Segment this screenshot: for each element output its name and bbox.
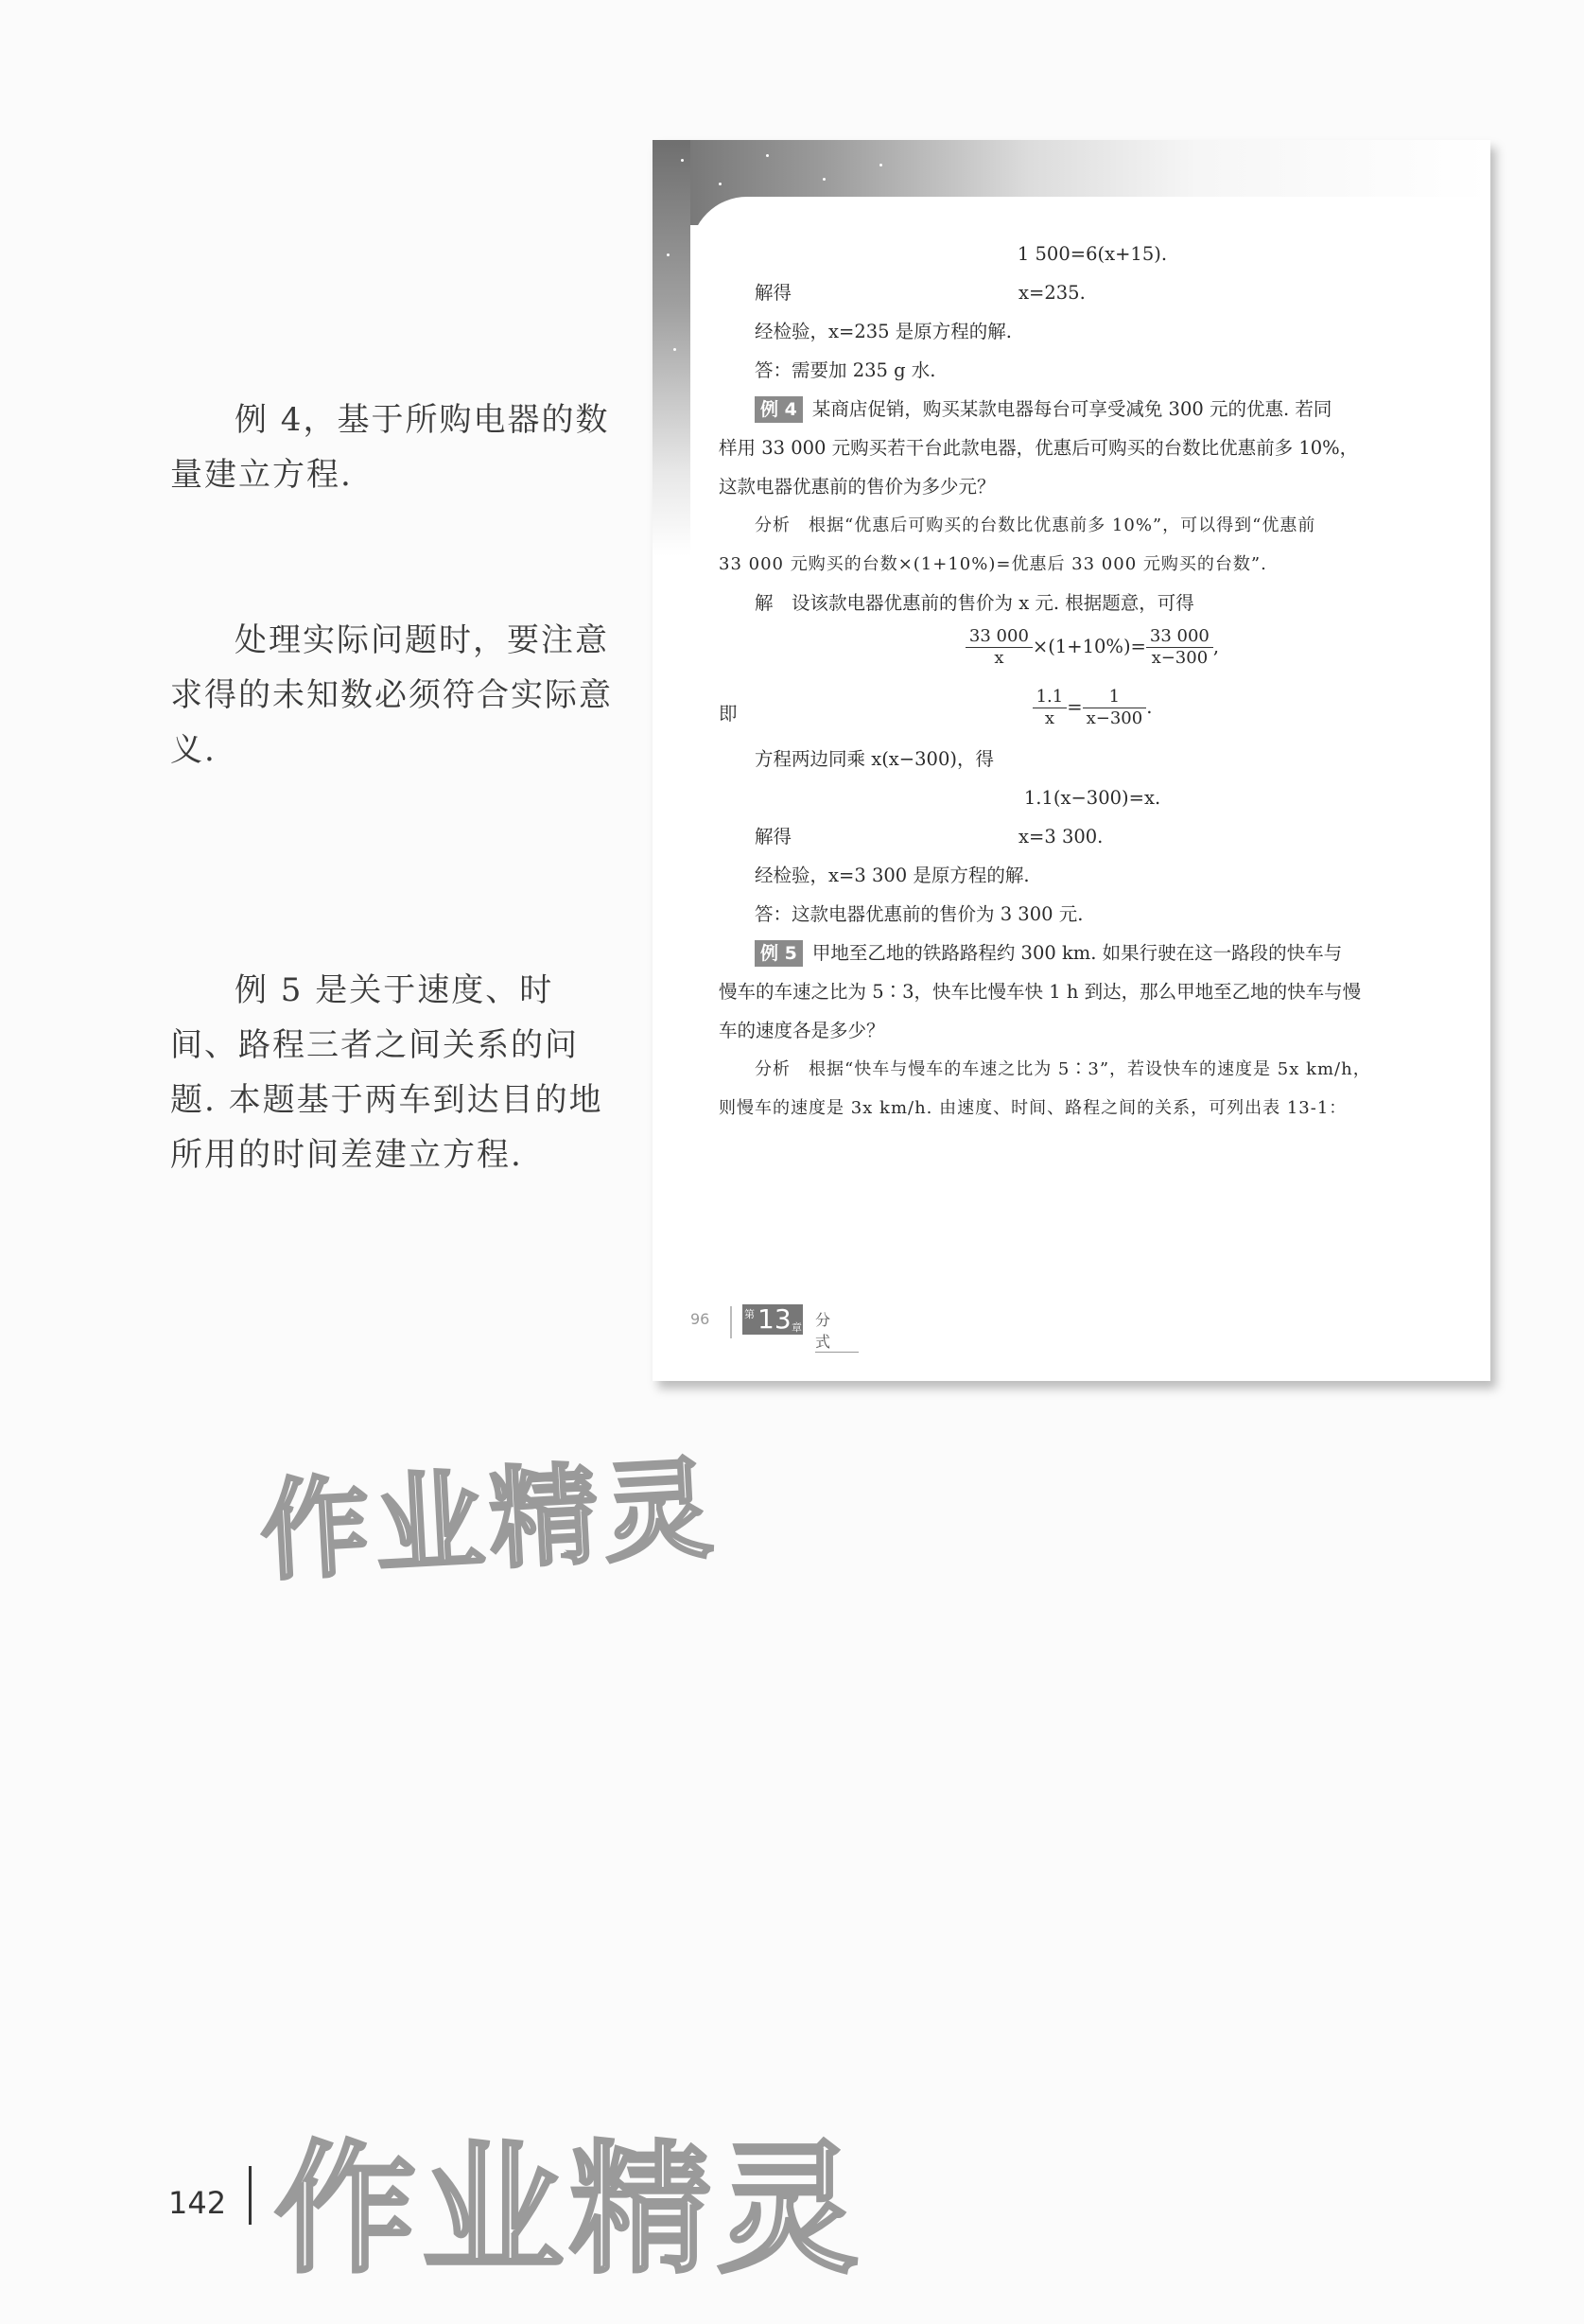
sidebar-note-example-4: 例 4，基于所购电器的数量建立方程. — [170, 401, 610, 494]
inset-text: 1 500=6(x+15). 解得 x=235. 经检验，x=235 是原方程的解. 答：需要加 235 g 水. 例 4 某商店促销，购买某款电器每台可享受减免 300 元的优惠. 若同 样用 33 000 元购买若干台此款电器，优惠后可购买的台数比优惠前多 10%， 这款电器优惠前的售价为多少元？ 分析 根据“优惠后可购买的台数比优惠前多 10%”，可以得到“优惠前 33 000 元购买的台数×(1+10%)=优惠后 33 000 元购买的台数”. 解 设该款电器优惠前的售价为 x 元. 根据题意，可得 $\frac{33 000}{x}$ ×(1+10%)= $\frac{33 000}{x-300}$ , 即 $\frac{1.1}{x}$ = $\frac{1}{x-300}$ . 方程两边同乘 x(x−300)，得 1.1(x−300)=x. 解得 x=3 300. 经检验，x=3 300 是原方程的解. 答：这款电器优惠前的售价为 3 300 元. 例 5 甲地至乙地的铁路路程约 300 km. 如果行驶在这一路段的快车与 慢车的车速之比为 5∶3，快车比慢车快 1 h 到达，那么甲地至乙地的快车与慢 车的速度各是多少？ 分析 根据“快车与慢车的车速之比为 5∶3”，若设快车的速度是 5x km/h， 则慢车的速度是 3x km/h. 由速度、时间、路程之间的关系，可列出表 13-1： — [719, 235, 1466, 1127]
star-decoration — [719, 183, 722, 185]
star-decoration — [766, 154, 769, 157]
footer-divider — [730, 1306, 732, 1338]
page-number-divider — [249, 2166, 252, 2225]
starry-side-band — [653, 140, 690, 556]
chapter-title: 分式 — [815, 1308, 859, 1353]
equation-fraction-1: $\frac{33 000}{x}$ ×(1+10%)= $\frac{33 000}{x-300}$ , — [719, 622, 1466, 681]
equation-fraction-2: 即 $\frac{1.1}{x}$ = $\frac{1}{x-300}$ . — [719, 687, 1153, 728]
star-decoration — [823, 178, 826, 181]
star-decoration — [667, 253, 670, 256]
example-4-badge: 例 4 — [755, 396, 803, 423]
inset-page-number: 96 — [690, 1310, 710, 1328]
sidebar-note-practical: 处理实际问题时，要注意求得的未知数必须符合实际意义. — [170, 621, 613, 769]
star-decoration — [673, 348, 676, 351]
watermark-text-bottom: 作业精灵 — [274, 2128, 865, 2293]
watermark-text: 作业精灵 — [257, 1445, 722, 1597]
textbook-inset — [653, 140, 1490, 1381]
star-decoration — [879, 164, 882, 166]
example-5-badge: 例 5 — [755, 940, 803, 967]
star-decoration — [681, 159, 684, 162]
page-number: 142 — [168, 2185, 227, 2221]
chapter-badge: 第 13 章 — [744, 1303, 802, 1335]
sidebar-note-example-5: 例 5 是关于速度、时间、路程三者之间关系的问题. 本题基于两车到达目的地所用的时间差建立方程. — [170, 971, 603, 1174]
